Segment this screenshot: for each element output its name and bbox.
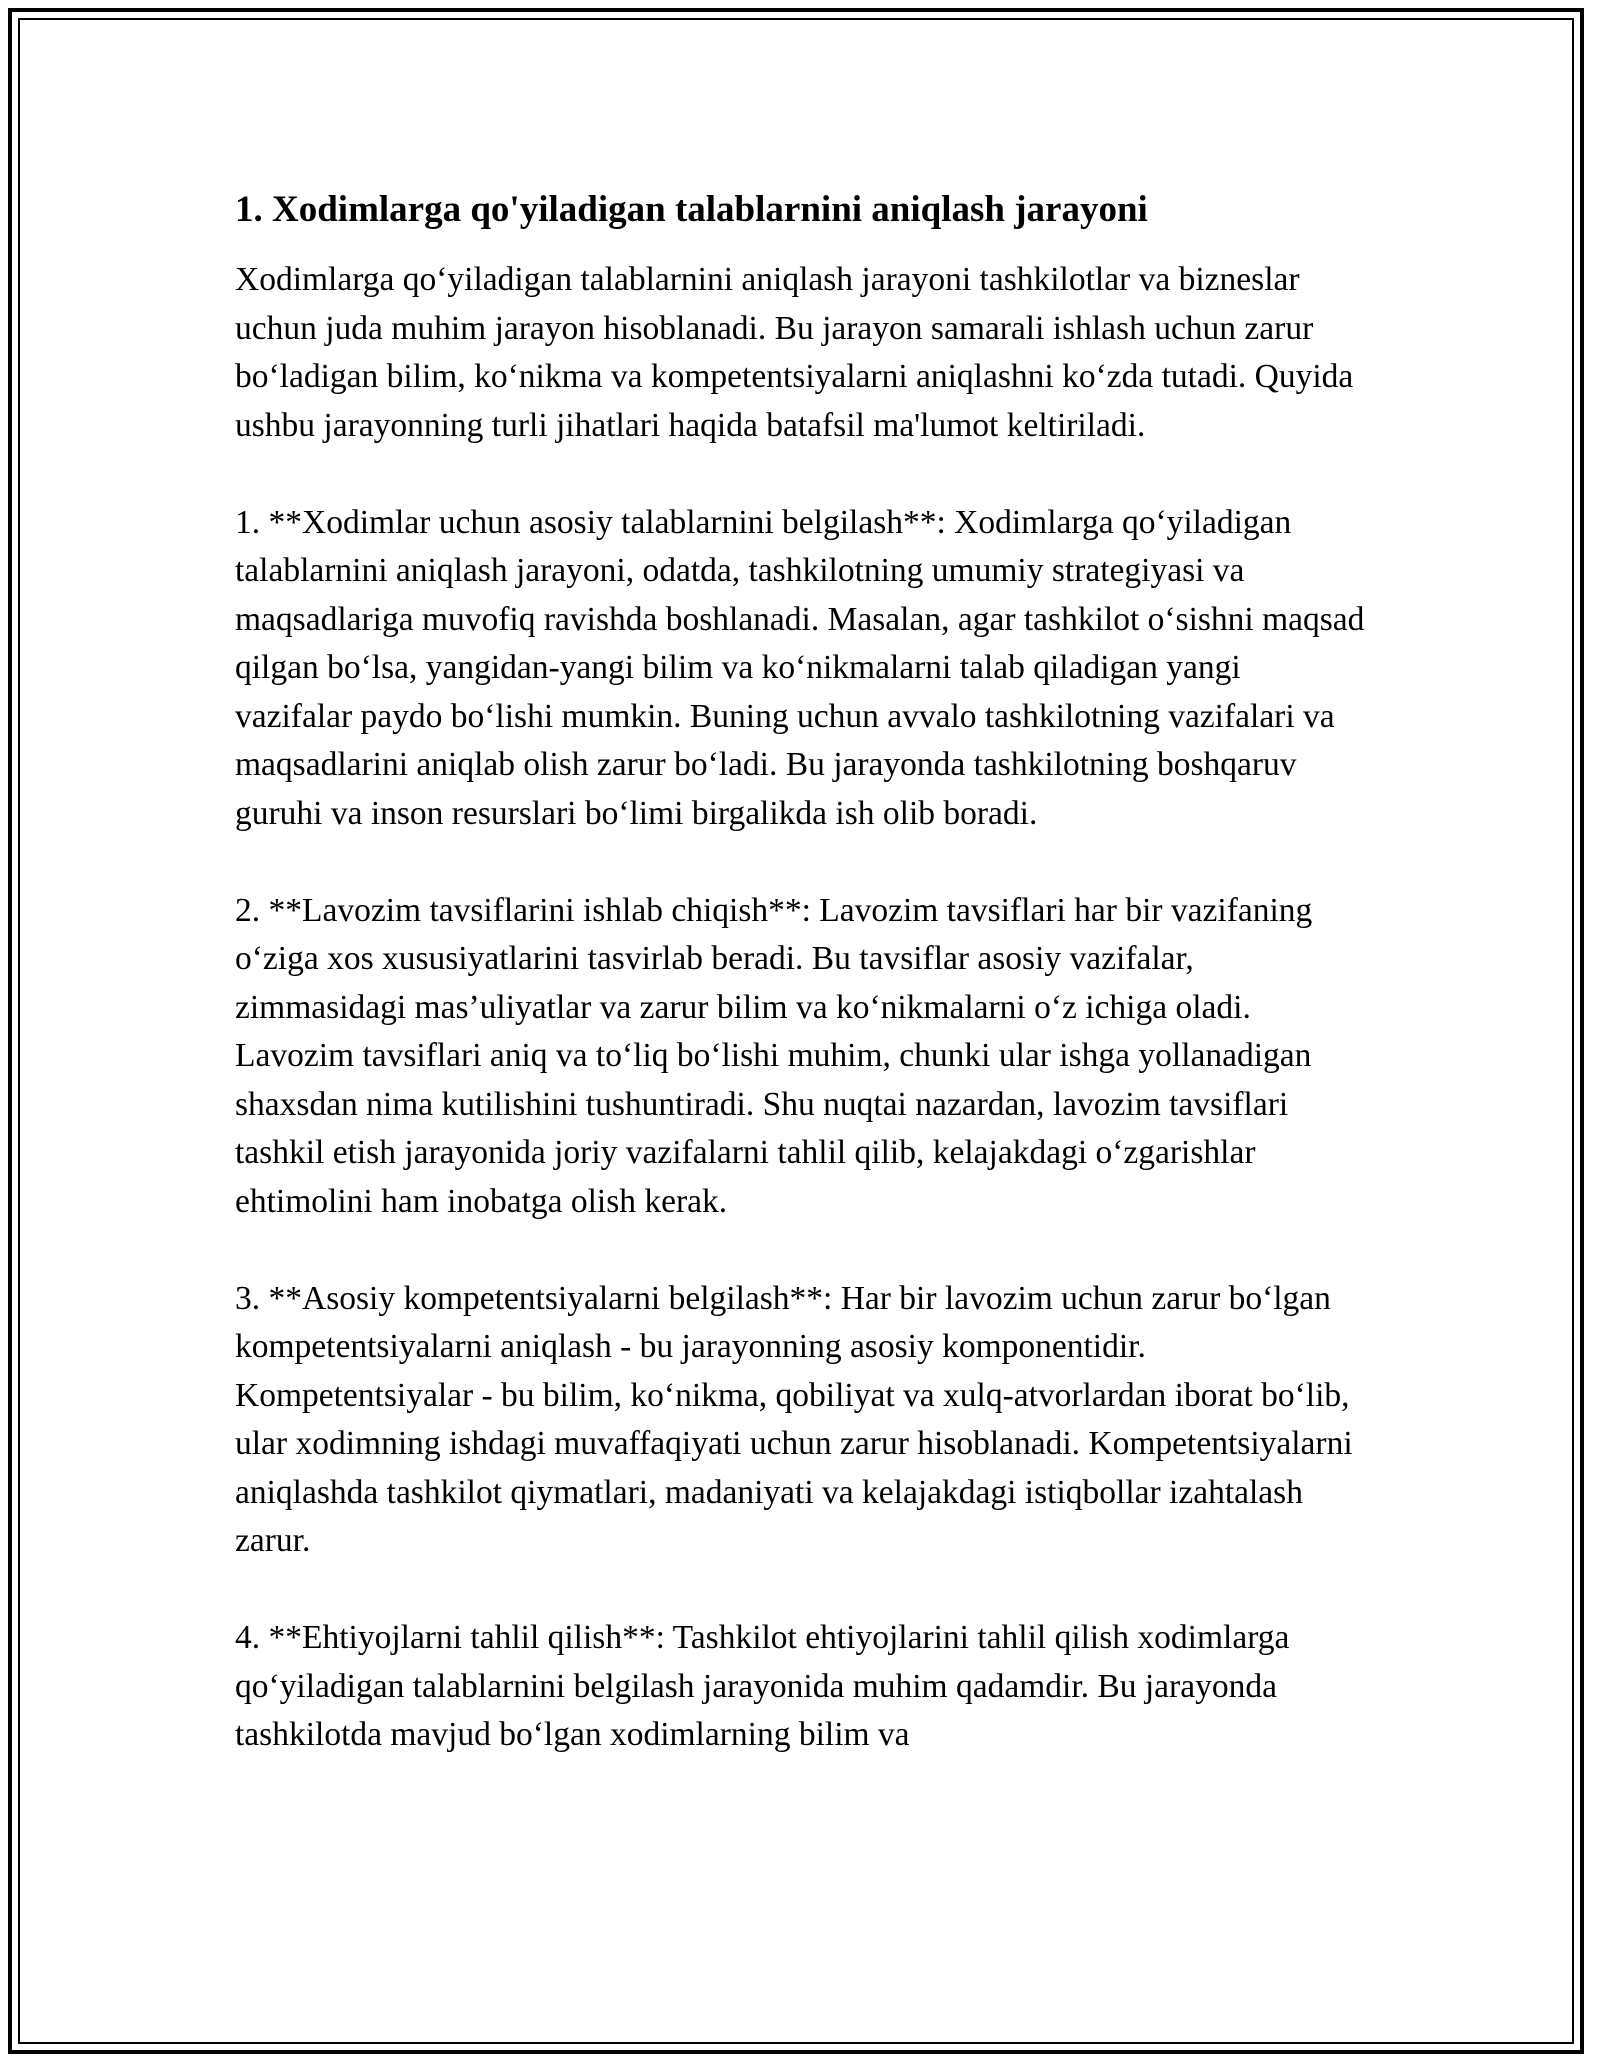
paragraph-item-3: 3. **Asosiy kompetentsiyalarni belgilash**: Har bir lavozim uchun zarur bo‘lgan kompetentsiyalarni aniqlash - bu jarayonning asosiy komponentidir. Kompetentsiyalar - bu bilim, ko‘nikma, qobiliyat va xulq-atvorlardan iborat bo‘lib, ular xodimning ishdagi muvaffaqiyati uchun zarur hisoblanadi. Kompetentsiyalarni aniqlashda tashkilot qiymatlari, madaniyati va kelajakdagi istiqbollar izahtalash zarur.	[235, 1279, 1353, 1559]
paragraph-item-1: 1. **Xodimlar uchun asosiy talablarnini belgilash**: Xodimlarga qo‘yiladigan talablarnini aniqlash jarayoni, odatda, tashkilotning umumiy strategiyasi va maqsadlariga muvofiq ravishda boshlanadi. Masalan, agar tashkilot o‘sishni maqsad qilgan bo‘lsa, yangidan-yangi bilim va ko‘nikmalarni talab qiladigan yangi vazifalar paydo bo‘lishi mumkin. Buning uchun avvalo tashkilotning vazifalari va maqsadlarini aniqlab olish zarur bo‘ladi. Bu jarayonda tashkilotning boshqaruv guruhi va inson resurslari bo‘limi birgalikda ish olib boradi.	[235, 503, 1365, 832]
paragraph-item-4: 4. **Ehtiyojlarni tahlil qilish**: Tashkilot ehtiyojlarini tahlil qilish xodimlarga qo‘yiladigan talablarnini belgilash jarayonida muhim qadamdir. Bu jarayonda tashkilotda mavjud bo‘lgan xodimlarning bilim va	[235, 1619, 1290, 1753]
paragraph-intro: Xodimlarga qo‘yiladigan talablarnini aniqlash jarayoni tashkilotlar va bizneslar uchun juda muhim jarayon hisoblanadi. Bu jarayon samarali ishlash uchun zarur bo‘ladigan bilim, ko‘nikma va kompetentsiyalarni aniqlashni ko‘zda tutadi. Quyida ushbu jarayonning turli jihatlari haqida batafsil ma'lumot keltiriladi.	[235, 261, 1354, 444]
document-title: 1. Xodimlarga qo'yiladigan talablarnini aniqlash jarayoni	[235, 189, 1148, 230]
paragraph-item-2: 2. **Lavozim tavsiflarini ishlab chiqish**: Lavozim tavsiflari har bir vazifaning o‘ziga xos xususiyatlarini tasvirlab beradi. Bu tavsiflar asosiy vazifalar, zimmasidagi mas’uliyatlar va zarur bilim va ko‘nikmalarni o‘z ichiga oladi. Lavozim tavsiflari aniq va to‘liq bo‘lishi muhim, chunki ular ishga yollanadigan shaxsdan nima kutilishini tushuntiradi. Shu nuqtai nazardan, lavozim tavsiflari tashkil etish jarayonida joriy vazifalarni tahlil qilib, kelajakdagi o‘zgarishlar ehtimolini ham inobatga olish kerak.	[235, 891, 1313, 1220]
document-body	[235, 186, 1365, 1808]
